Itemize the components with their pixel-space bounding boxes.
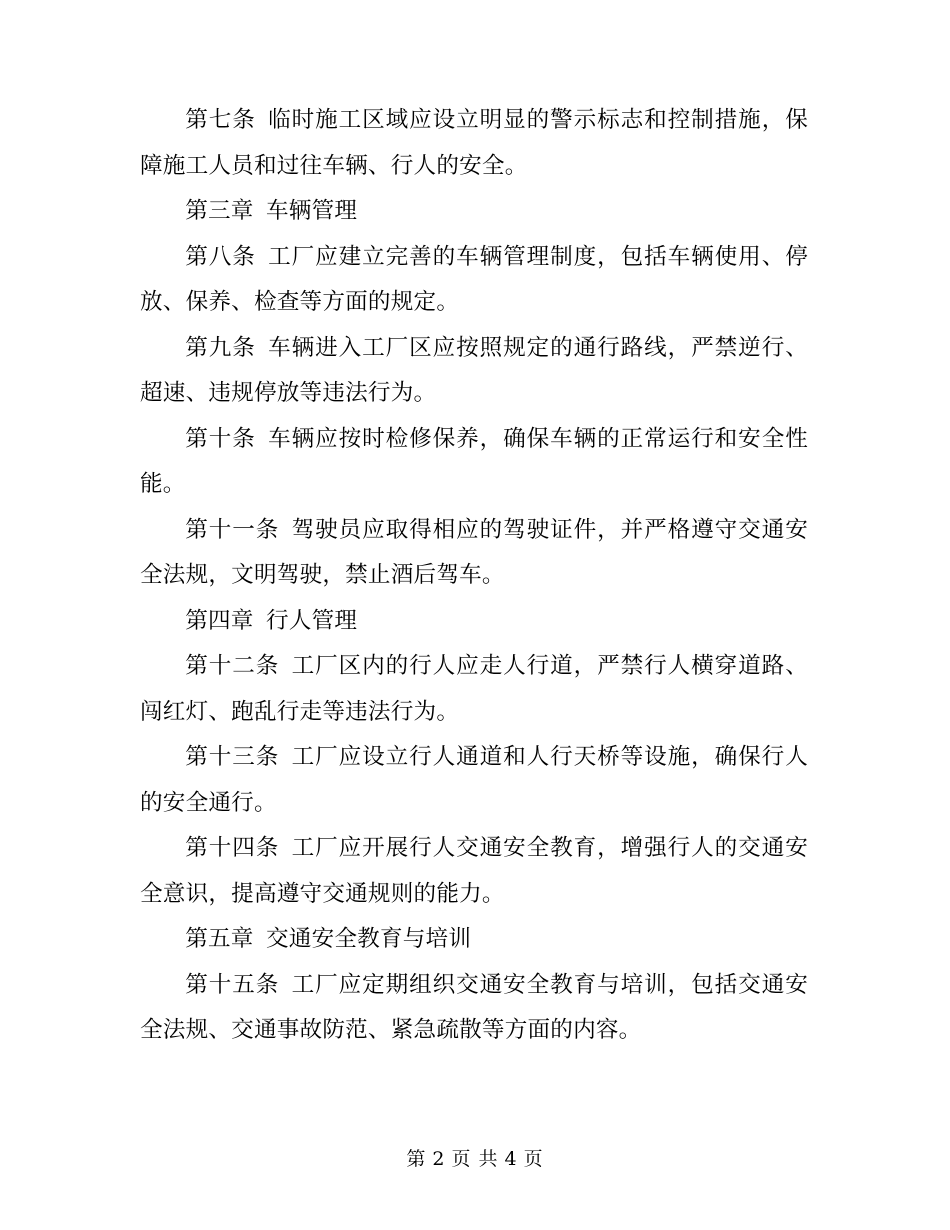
paragraph-text: 工厂应设立行人通道和人行天桥等设施，确保行人的安全通行。 bbox=[140, 744, 808, 816]
document-body bbox=[140, 98, 808, 1054]
footer-suffix: 页 bbox=[523, 1148, 544, 1170]
paragraph-text: 工厂应开展行人交通安全教育，增强行人的交通安全意识，提高遵守交通规则的能力。 bbox=[140, 835, 808, 907]
total-page-count: 4 bbox=[504, 1148, 518, 1170]
paragraph-text: 工厂区内的行人应走人行道，严禁行人横穿道路、闯红灯、跑乱行走等违法行为。 bbox=[140, 653, 808, 725]
article-15 bbox=[140, 963, 808, 1054]
article-14 bbox=[140, 826, 808, 917]
article-8 bbox=[140, 235, 808, 326]
paragraph-text: 工厂应建立完善的车辆管理制度，包括车辆使用、停放、保养、检查等方面的规定。 bbox=[140, 243, 808, 315]
article-12 bbox=[140, 644, 808, 735]
paragraph-label: 第十二条 bbox=[185, 653, 280, 679]
footer-middle: 页 共 bbox=[451, 1148, 499, 1170]
current-page-number: 2 bbox=[432, 1148, 446, 1170]
chapter-5-heading bbox=[140, 917, 808, 963]
paragraph-text: 驾驶员应取得相应的驾驶证件，并严格遵守交通安全法规，文明驾驶，禁止酒后驾车。 bbox=[140, 516, 808, 588]
article-13 bbox=[140, 735, 808, 826]
paragraph-label: 第十五条 bbox=[185, 971, 280, 998]
paragraph-label: 第四章 bbox=[185, 607, 254, 634]
paragraph-label: 第七条 bbox=[185, 107, 256, 133]
paragraph-label: 第五章 bbox=[185, 926, 254, 952]
paragraph-label: 第十四条 bbox=[185, 835, 280, 861]
page-footer bbox=[0, 1147, 950, 1171]
article-9 bbox=[140, 326, 808, 417]
footer-prefix: 第 bbox=[406, 1148, 427, 1170]
article-7 bbox=[140, 98, 808, 189]
paragraph-text: 工厂应定期组织交通安全教育与培训，包括交通安全法规、交通事故防范、紧急疏散等方面的内容。 bbox=[140, 971, 808, 1043]
paragraph-label: 第十条 bbox=[185, 425, 256, 452]
paragraph-label: 第三章 bbox=[185, 198, 254, 224]
article-11 bbox=[140, 508, 808, 599]
paragraph-label: 第九条 bbox=[185, 334, 256, 361]
chapter-3-heading bbox=[140, 189, 808, 235]
paragraph-label: 第十三条 bbox=[185, 744, 280, 770]
paragraph-text: 行人管理 bbox=[266, 607, 358, 634]
paragraph-label: 第十一条 bbox=[185, 516, 280, 543]
paragraph-text: 交通安全教育与培训 bbox=[266, 926, 472, 952]
paragraph-text: 车辆管理 bbox=[266, 198, 358, 224]
paragraph-text: 车辆进入工厂区应按照规定的通行路线，严禁逆行、超速、违规停放等违法行为。 bbox=[140, 334, 808, 406]
article-10 bbox=[140, 417, 808, 508]
paragraph-text: 临时施工区域应设立明显的警示标志和控制措施，保障施工人员和过往车辆、行人的安全。 bbox=[140, 107, 808, 179]
paragraph-label: 第八条 bbox=[185, 243, 256, 270]
paragraph-text: 车辆应按时检修保养，确保车辆的正常运行和安全性能。 bbox=[140, 425, 808, 497]
chapter-4-heading bbox=[140, 599, 808, 645]
